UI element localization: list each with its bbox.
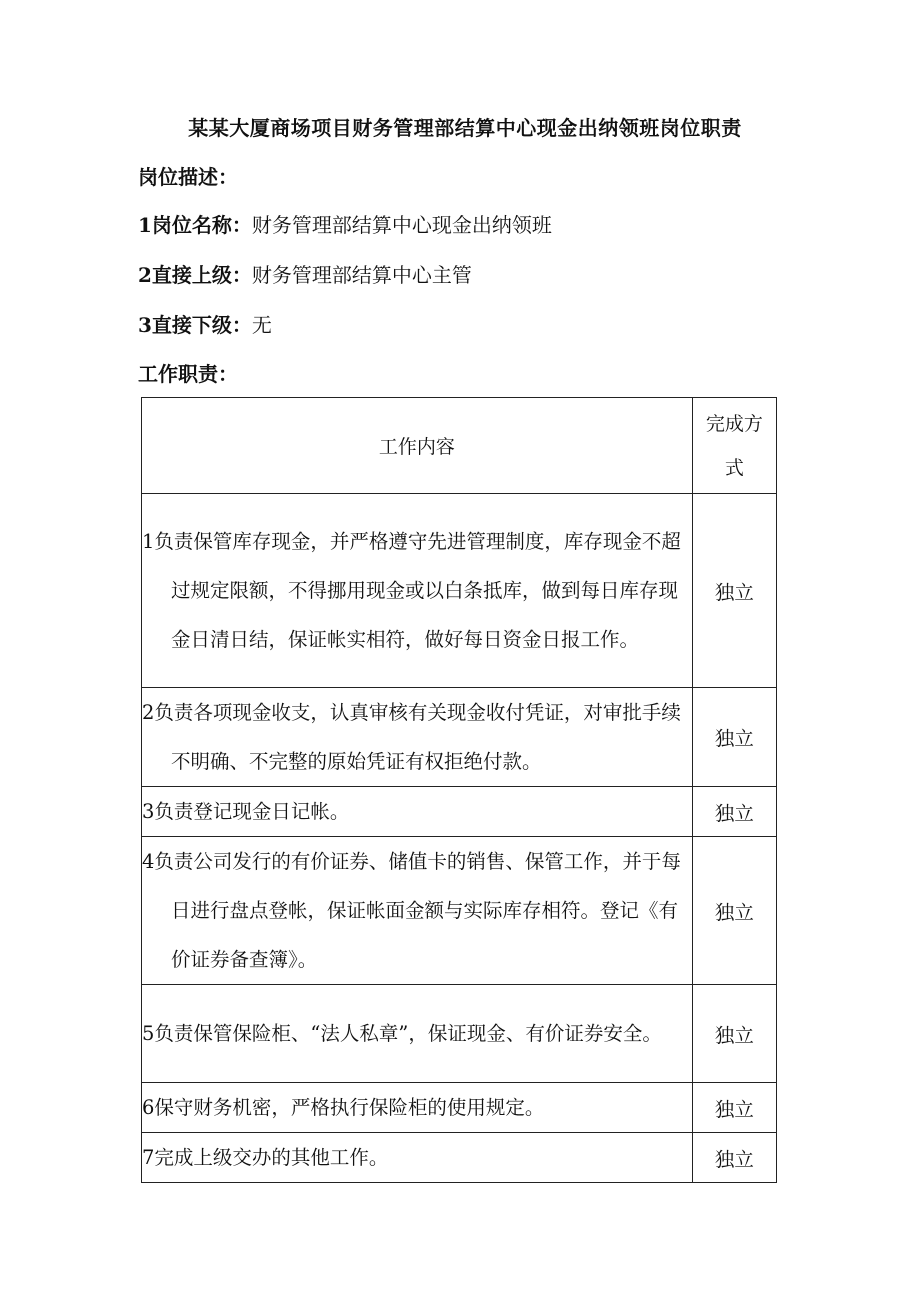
duty-content-cell bbox=[142, 494, 693, 688]
duty-mode-cell: 独立 bbox=[692, 837, 776, 985]
header-mode-line1: 完成方 bbox=[705, 412, 763, 435]
duty-text: 2负责各项现金收支，认真审核有关现金收付凭证，对审批手续不明确、不完整的原始凭证有权拒绝付款。 bbox=[142, 701, 681, 773]
duty-mode-cell: 独立 bbox=[692, 1083, 776, 1133]
duty-content-cell bbox=[142, 787, 693, 837]
document-title: 某某大厦商场项目财务管理部结算中心现金出纳领班岗位职责 bbox=[188, 116, 742, 140]
duty-text: 3负责登记现金日记帐。 bbox=[142, 800, 350, 823]
table-header-row bbox=[142, 398, 777, 494]
table-row bbox=[142, 494, 777, 688]
duty-text: 1负责保管库存现金，并严格遵守先进管理制度，库存现金不超过规定限额，不得挪用现金或以白条抵库，做到每日库存现金日清日结，保证帐实相符，做好每日资金日报工作。 bbox=[142, 530, 681, 651]
duties-table bbox=[141, 397, 777, 1183]
duties-heading: 工作职责： bbox=[138, 362, 238, 386]
duty-mode-cell: 独立 bbox=[692, 985, 776, 1083]
duty-mode-cell: 独立 bbox=[692, 688, 776, 787]
duty-content-cell bbox=[142, 1083, 693, 1133]
field-value: 财务管理部结算中心现金出纳领班 bbox=[251, 213, 552, 237]
field-value: 财务管理部结算中心主管 bbox=[251, 263, 472, 287]
duty-mode-cell: 独立 bbox=[692, 494, 776, 688]
field-label: 1岗位名称： bbox=[138, 213, 252, 237]
duty-content-cell bbox=[142, 837, 693, 985]
duty-content-cell bbox=[142, 688, 693, 787]
duty-text: 6保守财务机密，严格执行保险柜的使用规定。 bbox=[142, 1096, 545, 1119]
table-row bbox=[142, 1133, 777, 1183]
duty-text: 5负责保管保险柜、“法人私章”，保证现金、有价证券安全。 bbox=[142, 1022, 662, 1045]
field-label: 3直接下级： bbox=[138, 313, 252, 337]
duty-text: 4负责公司发行的有价证券、储值卡的销售、保管工作，并于每日进行盘点登帐，保证帐面金额与实际库存相符。登记《有价证券备查簿》。 bbox=[142, 850, 681, 971]
table-row bbox=[142, 787, 777, 837]
table-row bbox=[142, 985, 777, 1083]
field-direct-subordinate bbox=[138, 311, 272, 339]
duty-text: 7完成上级交办的其他工作。 bbox=[142, 1146, 389, 1169]
header-mode-line2: 式 bbox=[724, 456, 744, 479]
field-position-name bbox=[138, 211, 552, 239]
duty-content-cell bbox=[142, 985, 693, 1083]
header-work-content: 工作内容 bbox=[142, 398, 693, 494]
field-direct-superior bbox=[138, 261, 472, 289]
duty-mode-cell: 独立 bbox=[692, 1133, 776, 1183]
duty-mode-cell: 独立 bbox=[692, 787, 776, 837]
table-row bbox=[142, 1083, 777, 1133]
field-value: 无 bbox=[251, 313, 272, 337]
table-row bbox=[142, 837, 777, 985]
field-label: 2直接上级： bbox=[138, 263, 252, 287]
duty-content-cell bbox=[142, 1133, 693, 1183]
description-heading: 岗位描述： bbox=[138, 165, 238, 189]
header-completion-mode bbox=[692, 398, 776, 494]
table-row bbox=[142, 688, 777, 787]
